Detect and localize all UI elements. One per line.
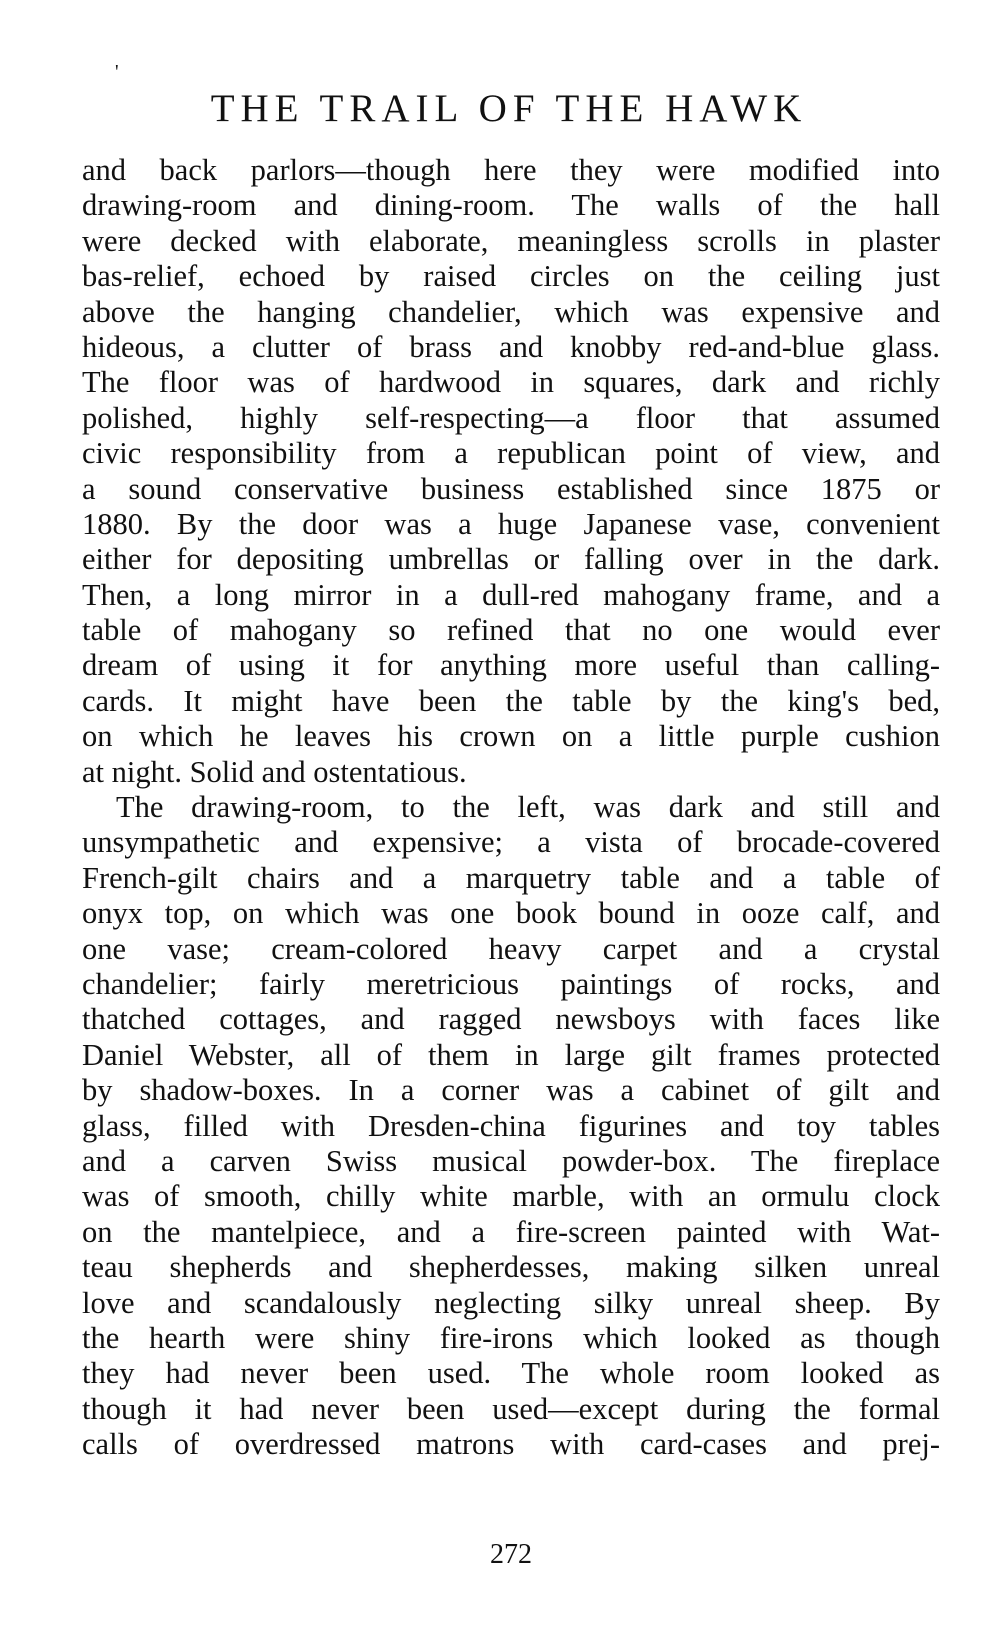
- text-line: by shadow-boxes. In a corner was a cabinet of gilt and: [82, 1073, 940, 1108]
- text-line: 1880. By the door was a huge Japanese vase, convenient: [82, 506, 940, 541]
- text-line: Then, a long mirror in a dull-red mahogany frame, and a: [82, 577, 940, 612]
- text-line: above the hanging chandelier, which was expensive and: [82, 294, 940, 329]
- text-line: dream of using it for anything more useful than calling-: [82, 648, 940, 683]
- text-line: polished, highly self-respecting—a floor that assumed: [82, 400, 940, 435]
- text-line: drawing-room and dining-room. The walls of the hall: [82, 188, 940, 223]
- text-line: and a carven Swiss musical powder-box. The fireplace: [82, 1143, 940, 1178]
- text-line: and back parlors—though here they were modified into: [82, 153, 940, 187]
- text-line: they had never been used. The whole room looked as: [82, 1356, 940, 1391]
- text-line: one vase; cream-colored heavy carpet and a crystal: [82, 931, 940, 966]
- text-line: glass, filled with Dresden-china figurines and toy tables: [82, 1108, 940, 1143]
- text-line: were decked with elaborate, meaningless scrolls in plaster: [82, 223, 940, 258]
- text-line: chandelier; fairly meretricious paintings of rocks, and: [82, 966, 940, 1001]
- running-head-title: THE TRAIL OF THE HAWK: [210, 87, 808, 130]
- text-line: Daniel Webster, all of them in large gilt frames protected: [82, 1037, 940, 1072]
- text-line: was of smooth, chilly white marble, with an ormulu clock: [82, 1179, 940, 1214]
- text-line: bas-relief, echoed by raised circles on the ceiling just: [82, 259, 940, 294]
- text-line: on the mantelpiece, and a fire-screen painted with Wat-: [82, 1214, 940, 1249]
- text-line: unsympathetic and expensive; a vista of brocade-covered: [82, 825, 940, 860]
- text-line: though it had never been used—except during the formal: [82, 1391, 940, 1426]
- body-text: [82, 153, 940, 1462]
- stray-mark: ': [115, 61, 119, 83]
- text-line: the hearth were shiny fire-irons which looked as though: [82, 1320, 940, 1355]
- text-line: hideous, a clutter of brass and knobby red-and-blue glass.: [82, 329, 940, 364]
- text-line: table of mahogany so refined that no one would ever: [82, 613, 940, 648]
- text-line: at night. Solid and ostentatious.: [82, 754, 467, 789]
- paragraph-start-line: The drawing-room, to the left, was dark and still and: [116, 790, 940, 825]
- text-line: calls of overdressed matrons with card-cases and prej-: [82, 1427, 940, 1462]
- page-number: 272: [490, 1539, 532, 1570]
- text-line: civic responsibility from a republican point of view, and: [82, 436, 940, 471]
- text-line: a sound conservative business established since 1875 or: [82, 471, 940, 506]
- text-line: love and scandalously neglecting silky unreal sheep. By: [82, 1285, 940, 1320]
- text-line: either for depositing umbrellas or falling over in the dark.: [82, 542, 940, 577]
- text-line: on which he leaves his crown on a little purple cushion: [82, 719, 940, 754]
- text-line: cards. It might have been the table by the king's bed,: [82, 683, 940, 718]
- text-line: The floor was of hardwood in squares, dark and richly: [82, 365, 940, 400]
- text-line: French-gilt chairs and a marquetry table and a table of: [82, 860, 940, 895]
- text-line: onyx top, on which was one book bound in ooze calf, and: [82, 896, 940, 931]
- text-line: teau shepherds and shepherdesses, making silken unreal: [82, 1250, 940, 1285]
- text-line: thatched cottages, and ragged newsboys with faces like: [82, 1002, 940, 1037]
